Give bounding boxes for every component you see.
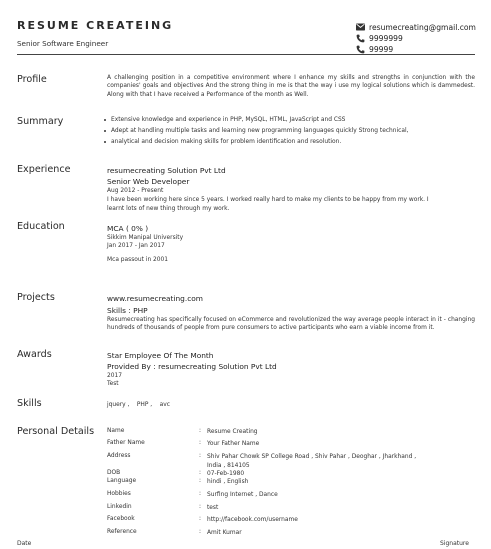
summary-item: Adept at handling multiple tasks and learning new programming languages quickly Strong technical, bbox=[104, 128, 409, 134]
resume-brand: RESUME CREATEING bbox=[17, 19, 174, 32]
bullet-icon bbox=[104, 141, 106, 143]
personal-separator: : bbox=[199, 516, 201, 522]
experience-dates: Aug 2012 - Present bbox=[107, 188, 164, 194]
envelope-icon bbox=[356, 23, 365, 32]
personal-separator: : bbox=[199, 478, 201, 484]
education-university: Sikkim Manipal University bbox=[107, 235, 184, 241]
personal-separator: : bbox=[199, 529, 201, 535]
personal-value-address: Shiv Pahar Chowk SP College Road , Shiv Pahar , Deoghar , Jharkhand , bbox=[207, 454, 417, 460]
personal-label-facebook: Facebook bbox=[107, 516, 135, 522]
personal-separator: : bbox=[199, 504, 201, 510]
section-title-awards: Awards bbox=[17, 349, 52, 360]
personal-label-reference: Reference bbox=[107, 529, 137, 535]
personal-separator: : bbox=[199, 470, 201, 476]
summary-item: Extensive knowledge and experience in PHP, MySQL, HTML, JavaScript and CSS bbox=[104, 117, 345, 123]
job-title: Senior Software Engineer bbox=[17, 39, 109, 48]
summary-item: analytical and decision making skills for problem identification and resolution. bbox=[104, 139, 341, 145]
email-text: resumecreating@gmail.com bbox=[369, 23, 476, 32]
section-title-personal-details: Personal Details bbox=[17, 426, 95, 437]
profile-text: A challenging position in a competitive environment where I enhance my skills and strengths in conjunction with the companies' goals and objectives And the strong thing in me is that the way i use my logical solutions which is dammedest. Along with that I have received a Performance of the month as Well. bbox=[107, 75, 475, 98]
header-divider bbox=[17, 54, 475, 55]
award-year: 2017 bbox=[107, 373, 122, 379]
date-label: Date bbox=[17, 540, 32, 547]
personal-label-language: Language bbox=[107, 478, 137, 484]
personal-value-hobbies: Surfing Internet , Dance bbox=[207, 492, 278, 498]
project-url: www.resumecreating.com bbox=[107, 294, 203, 303]
award-name: Star Employee Of The Month bbox=[107, 351, 214, 360]
personal-value-facebook: http://facebook.com/username bbox=[207, 517, 298, 523]
experience-desc-1: I have been working here since 5 years. I worked really hard to make my clients to be happy from my work. I bbox=[107, 197, 429, 203]
section-title-profile: Profile bbox=[17, 74, 47, 85]
bullet-icon bbox=[104, 119, 106, 121]
award-provider: Provided By : resumecreating Solution Pvt Ltd bbox=[107, 362, 277, 371]
contact-phone-2 bbox=[356, 45, 393, 54]
skills-list: jquery , PHP , avc bbox=[107, 402, 170, 408]
personal-value-linkedin: test bbox=[207, 505, 219, 511]
bullet-icon bbox=[104, 130, 106, 132]
experience-company: resumecreating Solution Pvt Ltd bbox=[107, 166, 226, 175]
phone-text-2: 99999 bbox=[369, 45, 394, 54]
personal-separator: : bbox=[199, 440, 201, 446]
contact-email bbox=[356, 23, 476, 32]
personal-value-name: Resume Creating bbox=[207, 429, 258, 435]
signature-label: Signature bbox=[440, 540, 469, 547]
personal-separator: : bbox=[199, 453, 201, 459]
education-degree: MCA ( 0% ) bbox=[107, 224, 149, 233]
project-skills: Skills : PHP bbox=[107, 306, 148, 315]
contact-phone-1 bbox=[356, 34, 403, 43]
personal-separator: : bbox=[199, 491, 201, 497]
section-title-skills: Skills bbox=[17, 398, 42, 409]
section-title-experience: Experience bbox=[17, 164, 71, 175]
personal-value-father-name: Your Father Name bbox=[207, 441, 260, 447]
project-desc: Resumecreating has specifically focused on eCommerce and revolutionized the way average people interact in it - changing hundreds of thousands of people from pure consumers to active participants who earn a viable income from it. bbox=[107, 317, 475, 332]
experience-role: Senior Web Developer bbox=[107, 177, 190, 186]
personal-separator: : bbox=[199, 428, 201, 434]
section-title-summary: Summary bbox=[17, 116, 64, 127]
education-note: Mca passout in 2001 bbox=[107, 257, 169, 263]
phone-text-1: 9999999 bbox=[369, 34, 403, 43]
phone-icon bbox=[356, 34, 365, 43]
personal-label-name: Name bbox=[107, 428, 125, 434]
personal-label-hobbies: Hobbies bbox=[107, 491, 131, 497]
personal-label-address: Address bbox=[107, 453, 131, 459]
education-dates: Jan 2017 - Jan 2017 bbox=[107, 243, 165, 249]
personal-label-father-name: Father Name bbox=[107, 440, 145, 446]
personal-value-reference: Amit Kumar bbox=[207, 530, 242, 536]
personal-label-dob: DOB bbox=[107, 470, 121, 476]
award-note: Test bbox=[107, 381, 119, 387]
section-title-projects: Projects bbox=[17, 292, 55, 303]
personal-value-language: hindi , English bbox=[207, 479, 249, 485]
experience-desc-2: learnt lots of new thing through my work. bbox=[107, 206, 230, 212]
personal-value-dob: 07-Feb-1980 bbox=[207, 471, 245, 477]
personal-value-address-line2: India , 814105 bbox=[207, 463, 250, 469]
section-title-education: Education bbox=[17, 221, 65, 232]
phone-icon bbox=[356, 45, 365, 54]
personal-label-linkedin: Linkedin bbox=[107, 504, 132, 510]
